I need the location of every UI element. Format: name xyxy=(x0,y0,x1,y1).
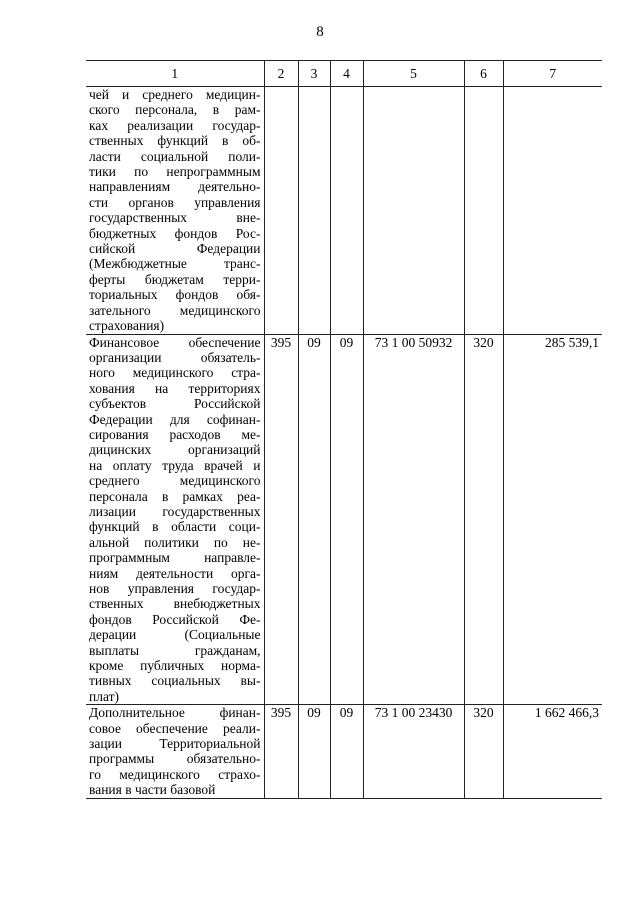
row-description xyxy=(86,334,264,705)
description-line: государственных вне- xyxy=(89,210,261,226)
description-line: фондов Российской Фе- xyxy=(89,611,261,627)
column-header-5: 5 xyxy=(363,61,464,87)
description-line: программным направле- xyxy=(89,550,261,566)
description-line: бюджетных фондов Рос- xyxy=(89,225,261,241)
description-line: дицинских организаций xyxy=(89,442,261,458)
description-line: ниям деятельности орга- xyxy=(89,565,261,581)
column-header-2: 2 xyxy=(264,61,298,87)
row-description xyxy=(86,87,264,335)
description-line: сирования расходов ме- xyxy=(89,426,261,442)
description-line: ственных внебюджетных xyxy=(89,596,261,612)
column-header-7: 7 xyxy=(503,61,602,87)
description-line: Дополнительное финан- xyxy=(89,705,261,721)
budget-table xyxy=(86,60,602,799)
description-line: тики по непрограммным xyxy=(89,164,261,180)
amount-value xyxy=(503,87,602,335)
ministry-code xyxy=(264,87,298,335)
description-line: страхования) xyxy=(89,318,165,334)
description-line: субъектов Российской xyxy=(89,396,261,412)
description-line: плат) xyxy=(89,688,119,704)
description-line: ского персонала, в рам- xyxy=(89,102,261,118)
column-header-3: 3 xyxy=(298,61,330,87)
target-article-code xyxy=(363,87,464,335)
row-description xyxy=(86,705,264,798)
table-row xyxy=(86,334,602,705)
description-line: альной политики по не- xyxy=(89,534,261,550)
column-header-6: 6 xyxy=(464,61,503,87)
section-code xyxy=(298,87,330,335)
description-line: тивных социальных вы- xyxy=(89,673,261,689)
description-line: функций в области соци- xyxy=(89,519,261,535)
page-number: 8 xyxy=(316,24,324,40)
description-line: нов управления государ- xyxy=(89,581,261,596)
table-body xyxy=(86,87,602,799)
table-row xyxy=(86,87,602,335)
description-line: (Межбюджетные транс- xyxy=(89,256,261,272)
expense-type-code: 320 xyxy=(464,705,503,798)
description-line: ках реализации государ- xyxy=(89,117,261,133)
description-line: среднего медицинского xyxy=(89,473,261,489)
subsection-code xyxy=(330,87,363,335)
ministry-code: 395 xyxy=(264,334,298,705)
description-line: направлениям деятельно- xyxy=(89,179,261,195)
amount-value: 285 539,1 xyxy=(503,334,602,705)
description-line: хования на территориях xyxy=(89,380,261,396)
description-line: организации обязатель- xyxy=(89,349,261,365)
description-line: ного медицинского стра- xyxy=(89,365,261,381)
subsection-code: 09 xyxy=(330,705,363,798)
description-line: ториальных фондов обя- xyxy=(89,287,261,303)
expense-type-code xyxy=(464,87,503,335)
description-line: зательного медицинского xyxy=(89,302,261,318)
column-header-4: 4 xyxy=(330,61,363,87)
description-line: Федерации для софинан- xyxy=(89,411,261,427)
column-header-1: 1 xyxy=(86,61,264,87)
description-line: Финансовое обеспечение xyxy=(89,334,261,350)
description-line: программы обязательно- xyxy=(89,751,261,767)
description-line: лизации государственных xyxy=(89,503,261,519)
section-code: 09 xyxy=(298,705,330,798)
amount-value: 1 662 466,3 xyxy=(503,705,602,798)
description-line: на оплату труда врачей и xyxy=(89,457,261,473)
description-line: го медицинского страхо- xyxy=(89,766,261,782)
description-line: кроме публичных норма- xyxy=(89,658,261,674)
ministry-code: 395 xyxy=(264,705,298,798)
description-line: ственных функций в об- xyxy=(89,133,261,149)
description-line: зации Территориальной xyxy=(89,736,261,752)
subsection-code: 09 xyxy=(330,334,363,705)
table-row xyxy=(86,705,602,798)
description-line: совое обеспечение реали- xyxy=(89,720,261,736)
description-line: персонала в рамках реа- xyxy=(89,488,261,504)
description-line: вания в части базовой xyxy=(89,782,216,798)
target-article-code: 73 1 00 23430 xyxy=(363,705,464,798)
expense-type-code: 320 xyxy=(464,334,503,705)
section-code: 09 xyxy=(298,334,330,705)
header-row xyxy=(86,61,602,87)
description-line: ферты бюджетам терри- xyxy=(89,271,261,287)
description-line: чей и среднего медицин- xyxy=(89,87,261,102)
description-line: выплаты гражданам, xyxy=(89,642,261,658)
description-line: дерации (Социальные xyxy=(89,627,261,643)
description-line: ласти социальной поли- xyxy=(89,148,261,164)
description-line: сти органов управления xyxy=(89,194,261,210)
description-line: сийской Федерации xyxy=(89,241,261,257)
target-article-code: 73 1 00 50932 xyxy=(363,334,464,705)
